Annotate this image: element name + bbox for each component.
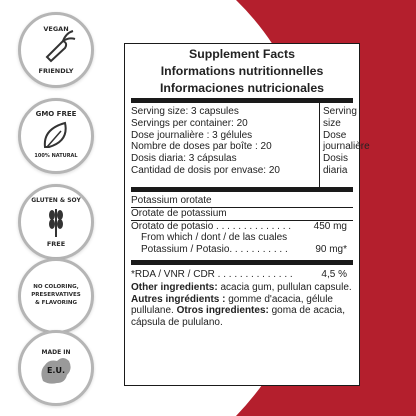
badge-column (18, 0, 98, 416)
badge-text-top: VEGAN (43, 25, 69, 33)
other-ingredients-fr-label: Autres ingrédients : (131, 293, 226, 305)
badge-text-top: GMO FREE (35, 110, 77, 118)
potassium-label: Potassium / Potasio. . . . . . . . . . . (141, 244, 288, 256)
badge-text-top: MADE IN (41, 349, 71, 356)
badge-text-line1: NO COLORING, (33, 284, 79, 290)
rda-value: 4,5 % (321, 268, 347, 280)
badge-text-bottom: FREE (46, 240, 66, 248)
serving-section (131, 103, 370, 187)
facts-title-es: Informaciones nutricionales (160, 81, 324, 95)
badge-text-line2: PRESERVATIVES (31, 292, 81, 298)
badge-text-bottom: 100% NATURAL (34, 153, 78, 159)
made-in-eu-badge (18, 330, 94, 406)
serving-col2-line: diaria (323, 164, 348, 176)
other-ingredients-en: acacia gum, pullulan capsule. (217, 281, 352, 293)
serving-line: Serving size: 3 capsules (131, 106, 239, 117)
serving-line: Dose journalière : 3 gélules (131, 129, 253, 141)
facts-title-en: Supplement Facts (189, 47, 295, 61)
serving-line: Servings per container: 20 (131, 117, 248, 129)
serving-line: Dosis diaria: 3 cápsulas (131, 153, 237, 165)
serving-col2-line: Serving (323, 106, 357, 117)
other-ingredients-fr: gomme d'acacia, gélule pullulane. (131, 293, 333, 317)
serving-line: Cantidad de dosis por envase: 20 (131, 164, 280, 176)
serving-col2-line: journalière (323, 141, 370, 153)
thick-divider (131, 260, 353, 265)
column-divider (319, 103, 320, 187)
nutrient-section (131, 192, 353, 256)
badge-text-bottom: FRIENDLY (38, 67, 74, 75)
no-additives-badge (18, 258, 94, 334)
gmo-free-badge (18, 98, 94, 174)
serving-col2-line: Dosis (323, 153, 349, 165)
serving-col2-line: Dose (323, 129, 347, 141)
vegan-friendly-badge (18, 12, 94, 88)
nutrient-name-fr: Orotate de potassium (131, 207, 227, 219)
nutrient-name-en: Potassium orotate (131, 195, 212, 206)
nutrient-amount: 450 mg (313, 220, 347, 232)
other-ingredients-en-label: Other ingredients: (131, 281, 218, 293)
badge-text-top: GLUTEN & SOY (31, 197, 81, 204)
supplement-facts-panel (124, 43, 370, 386)
serving-col2-line: size (323, 117, 341, 129)
other-ingredients-es: goma de acacia, cápsula de pululano. (131, 305, 346, 329)
badge-text-bottom: E.U. (46, 366, 66, 375)
potassium-amount: 90 mg* (315, 244, 347, 256)
serving-line: Nombre de doses par boîte : 20 (131, 141, 272, 153)
facts-title-fr: Informations nutritionnelles (160, 64, 324, 78)
nutrient-name-es: Orotato de potasio . . . . . . . . . . . . . . (131, 220, 292, 232)
gluten-soy-free-badge (18, 184, 94, 260)
ingredients-text (131, 281, 353, 329)
from-which-label: From which / dont / de las cuales (141, 232, 288, 244)
badge-text-line3: & FLAVORING (34, 300, 78, 306)
rda-label: *RDA / VNR / CDR . . . . . . . . . . . . . . (131, 268, 293, 280)
other-ingredients-es-label: Otros ingredientes: (176, 305, 269, 317)
